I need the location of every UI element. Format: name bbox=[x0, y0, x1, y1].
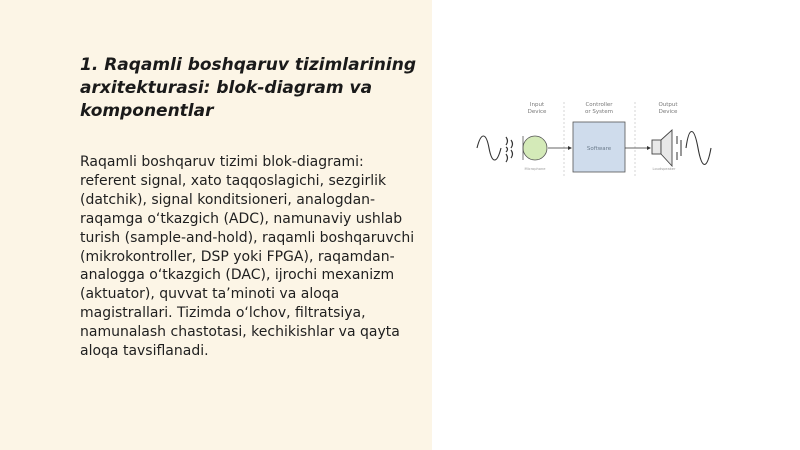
slide-title: 1. Raqamli boshqaruv tizimlarining arxitekturasi: blok-diagram va komponentlar bbox=[80, 55, 416, 121]
sound-wave-icon bbox=[506, 137, 513, 162]
output-device-label-2: Device bbox=[658, 109, 678, 115]
input-device-label-1: Input bbox=[529, 102, 545, 108]
image-panel bbox=[432, 0, 800, 450]
loudspeaker-icon bbox=[652, 130, 672, 166]
controller-inner-label: Software bbox=[586, 146, 612, 152]
loudspeaker-caption: Loudspeaker bbox=[652, 167, 676, 171]
arrow-head-1-icon bbox=[568, 146, 572, 150]
input-device-label-2: Device bbox=[527, 109, 547, 115]
controller-label-1: Controller bbox=[585, 102, 613, 108]
controller-label-2: or System bbox=[585, 109, 613, 115]
slide-body-text: Raqamli boshqaruv tizimi blok-diagrami: referent signal, xato taqqoslagichi, sezgirlik (datchik), signal konditsioneri, analogdan-raqamga o‘tkazgich (ADC), namunaviy ushlab turish (sample-and-hold), raqamli boshqaruvchi (mikrokontroller, DSP yoki FPGA), raqamdan-analogga o‘tkazgich (DAC), ijrochi mexanizm (aktuator), quvvat ta’minoti va aloqa magistrallari. Tizimda o‘lchov, filtratsiya, namunalash chastotasi, kechikishlar va qayta aloqa tavsiflanadi. bbox=[80, 154, 415, 360]
arrow-head-2-icon bbox=[647, 146, 651, 150]
output-wave-lines-icon bbox=[677, 136, 681, 160]
block-diagram-svg bbox=[474, 96, 730, 180]
block-diagram bbox=[474, 96, 730, 180]
input-wave-icon bbox=[477, 136, 501, 160]
output-wave-icon bbox=[686, 132, 711, 165]
microphone-caption: Microphone bbox=[524, 167, 546, 171]
microphone-icon bbox=[523, 136, 547, 160]
output-device-label-1: Output bbox=[658, 102, 678, 108]
